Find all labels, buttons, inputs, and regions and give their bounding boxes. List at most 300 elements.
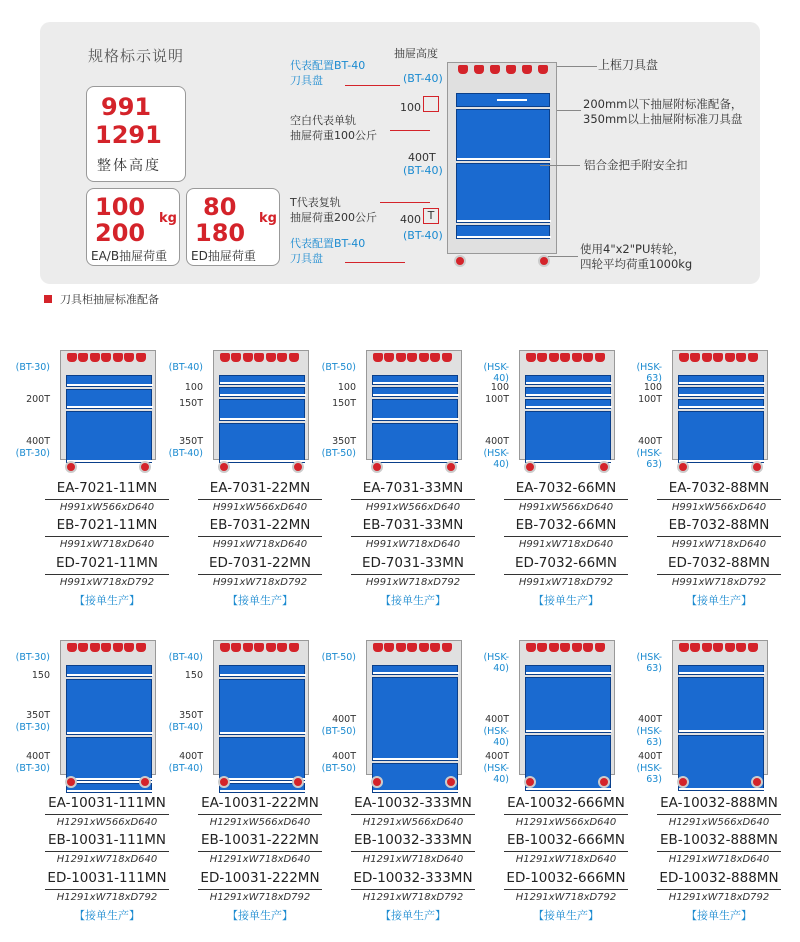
cabinet-drawer-label: 100 <box>337 382 356 393</box>
cabinet-bottom-tray-label: (BT-40) <box>168 763 203 774</box>
divider <box>45 574 169 575</box>
drawer <box>678 387 764 397</box>
label-single-rail: 空白代表单轨 抽屉荷重100公斤 <box>290 114 377 142</box>
label-bottom-tray: 代表配置BT-40 刀具盘 <box>290 237 366 265</box>
dimension-ea: H1291xW566xD640 <box>515 817 617 828</box>
drawer-handle <box>526 406 612 408</box>
cabinet-2 <box>366 350 462 460</box>
tool-holder-cup <box>254 643 264 652</box>
model-eb: EB-7032-88MN <box>668 517 770 533</box>
label-bt40-top: (BT-40) <box>403 72 443 85</box>
drawer <box>372 387 458 397</box>
drawer-handle <box>373 672 459 674</box>
drawer <box>66 389 152 409</box>
divider <box>45 536 169 537</box>
height-991: 991 <box>101 93 152 121</box>
tool-holder-cup <box>289 643 299 652</box>
dimension-eb: H1291xW718xD640 <box>668 854 770 865</box>
cabinet-4 <box>672 640 768 775</box>
leader-top <box>345 85 400 86</box>
drawer <box>678 677 764 733</box>
tool-holder-cup <box>748 643 758 652</box>
label-400-bottom: 400 <box>400 213 421 226</box>
drawer-handle <box>526 394 612 396</box>
load-eab-100: 100 <box>95 193 146 221</box>
cabinet-drawer-label: 350T <box>179 710 203 721</box>
cabinet-drawer-label: 100T <box>485 394 509 405</box>
cabinet-drawer-label: (HSK-40) <box>483 726 509 748</box>
tool-holder-cup <box>430 643 440 652</box>
tool-holder-cup <box>220 353 230 362</box>
divider <box>351 814 475 815</box>
drawer <box>66 411 152 463</box>
caster-wheel <box>218 776 230 788</box>
divider <box>657 536 781 537</box>
drawer <box>678 399 764 409</box>
drawer <box>372 677 458 761</box>
dimension-ea: H1291xW566xD640 <box>362 817 464 828</box>
tool-holder-cup <box>124 353 134 362</box>
leader-handle <box>540 165 580 166</box>
drawer <box>66 679 152 735</box>
cabinet-drawer-label: (BT-50) <box>321 726 356 737</box>
tool-holder-cup <box>266 643 276 652</box>
cabinet-bottom-label: 400T <box>485 436 509 447</box>
tool-holder-cup <box>231 643 241 652</box>
model-ed: ED-7032-66MN <box>515 555 617 571</box>
cabinet-bottom-label: 350T <box>179 436 203 447</box>
made-to-order-label: 【接单生产】 <box>74 909 140 922</box>
drawer-handle <box>220 790 306 792</box>
tool-holder-cup <box>101 643 111 652</box>
drawer <box>525 399 611 409</box>
tool-holder-cup <box>220 643 230 652</box>
model-ea: EA-10032-666MN <box>507 795 625 811</box>
divider <box>504 814 628 815</box>
tool-holder-cup <box>78 643 88 652</box>
cabinet-drawer-label: 100T <box>638 394 662 405</box>
cabinet-bottom-label: 400T <box>485 751 509 762</box>
tool-holder-cup <box>725 643 735 652</box>
dimension-eb: H991xW718xD640 <box>671 539 767 550</box>
cabinet-top-tray-label: (BT-40) <box>168 652 203 663</box>
section-caption: 刀具柜抽屉标准配备 <box>60 293 159 306</box>
tool-holder-cup <box>373 353 383 362</box>
model-eb: EB-7031-33MN <box>362 517 464 533</box>
drawer <box>678 375 764 385</box>
caster-wheel <box>139 461 151 473</box>
drawer-handle <box>67 384 153 386</box>
tool-holder-cup <box>583 643 593 652</box>
dimension-ea: H991xW566xD640 <box>212 502 308 513</box>
model-ea: EA-7032-88MN <box>668 480 770 496</box>
made-to-order-label: 【接单生产】 <box>74 594 140 607</box>
caster-wheel <box>524 461 536 473</box>
tool-holder-cup <box>101 353 111 362</box>
model-eb: EB-10032-666MN <box>507 832 625 848</box>
drawer-handle <box>373 418 459 420</box>
load-box-ed <box>186 188 280 266</box>
cabinet-drawer-label: (BT-40) <box>168 722 203 733</box>
cabinet-bottom-label: 400T <box>26 751 50 762</box>
cabinet-1 <box>213 350 309 460</box>
tool-holder-cup <box>526 643 536 652</box>
drawer <box>525 677 611 733</box>
dimension-ed: H991xW718xD792 <box>365 577 461 588</box>
height-box <box>86 86 186 182</box>
drawer-handle <box>67 674 153 676</box>
tool-holder-cup <box>725 353 735 362</box>
drawer <box>525 411 611 463</box>
dimension-eb: H1291xW718xD640 <box>362 854 464 865</box>
drawer-handle <box>220 732 306 734</box>
height-caption: 整体高度 <box>97 158 161 174</box>
caster-wheel <box>371 461 383 473</box>
made-to-order-label: 【接单生产】 <box>227 909 293 922</box>
model-eb: EB-10031-222MN <box>201 832 319 848</box>
divider <box>504 574 628 575</box>
dimension-ea: H1291xW566xD640 <box>56 817 158 828</box>
tool-holder-cup <box>690 353 700 362</box>
drawer-handle <box>679 394 765 396</box>
made-to-order-label: 【接单生产】 <box>380 909 446 922</box>
dimension-eb: H1291xW718xD640 <box>209 854 311 865</box>
divider <box>198 499 322 500</box>
model-ea: EA-7021-11MN <box>56 480 158 496</box>
tool-holder-cup <box>560 353 570 362</box>
caster-wheel <box>677 461 689 473</box>
cabinet-3 <box>519 640 615 775</box>
caster-wheel <box>445 461 457 473</box>
dimension-ed: H1291xW718xD792 <box>209 892 311 903</box>
legend-title: 规格标示说明 <box>88 47 185 65</box>
divider <box>657 574 781 575</box>
drawer <box>678 411 764 463</box>
load-eab-caption: EA/B抽屉荷重 <box>91 249 168 263</box>
dimension-ed: H991xW718xD792 <box>212 577 308 588</box>
tool-holder-cup <box>595 353 605 362</box>
tool-holder-cup <box>748 353 758 362</box>
drawer <box>219 387 305 397</box>
divider <box>198 536 322 537</box>
model-ed: ED-10032-666MN <box>506 870 626 886</box>
dimension-ed: H991xW718xD792 <box>671 577 767 588</box>
caster-wheel <box>371 776 383 788</box>
height-1291: 1291 <box>95 121 162 149</box>
divider <box>657 851 781 852</box>
tool-holder-cup <box>702 643 712 652</box>
cabinet-drawer-label: 150 <box>31 670 50 681</box>
tool-holder-cup <box>572 353 582 362</box>
drawer-handle <box>679 672 765 674</box>
tool-holder-cup <box>702 353 712 362</box>
cabinet-bottom-tray-label: (BT-50) <box>321 763 356 774</box>
tool-holder-cup <box>113 643 123 652</box>
label-top-tray: 代表配置BT-40 刀具盘 <box>290 59 366 87</box>
dimension-eb: H991xW718xD640 <box>59 539 155 550</box>
label-100: 100 <box>400 101 421 114</box>
cabinet-1 <box>213 640 309 775</box>
tool-holder-cup <box>690 643 700 652</box>
tool-holder-cup <box>549 643 559 652</box>
cabinet-drawer-label: 150T <box>179 398 203 409</box>
dimension-ea: H991xW566xD640 <box>671 502 767 513</box>
drawer <box>66 737 152 781</box>
model-ed: ED-7031-22MN <box>209 555 311 571</box>
divider <box>657 889 781 890</box>
tool-holder-cup <box>373 643 383 652</box>
box-100 <box>423 96 439 112</box>
divider <box>351 851 475 852</box>
dimension-ea: H1291xW566xD640 <box>209 817 311 828</box>
model-ea: EA-10031-222MN <box>201 795 319 811</box>
caster-wheel <box>445 776 457 788</box>
cabinet-2 <box>366 640 462 775</box>
load-ed-caption: ED抽屉荷重 <box>191 249 256 263</box>
tool-holder-cup <box>277 353 287 362</box>
divider <box>198 851 322 852</box>
cabinet-3 <box>519 350 615 460</box>
cabinet-bottom-tray-label: (BT-40) <box>168 448 203 459</box>
cabinet-4 <box>672 350 768 460</box>
tool-holder-cup <box>67 643 77 652</box>
drawer <box>219 399 305 421</box>
tool-holder-cup <box>583 353 593 362</box>
leader-bottom <box>345 262 405 263</box>
tool-holder-cup <box>736 643 746 652</box>
cabinet-drawer-label: 150T <box>332 398 356 409</box>
drawer-handle <box>67 406 153 408</box>
tool-holder-cup <box>595 643 605 652</box>
cabinet-top-tray-label: (HSK-63) <box>636 652 662 674</box>
model-ea: EA-7031-22MN <box>209 480 311 496</box>
tool-holder-cup <box>736 353 746 362</box>
load-ed-unit: kg <box>259 211 277 226</box>
tool-holder-cup <box>243 643 253 652</box>
drawer-handle <box>679 406 765 408</box>
cabinet-drawer-label: (HSK-63) <box>636 726 662 748</box>
drawer <box>372 375 458 385</box>
drawer <box>219 375 305 385</box>
divider <box>45 814 169 815</box>
divider <box>657 814 781 815</box>
drawer <box>678 665 764 675</box>
label-double-rail: T代表复轨 抽屉荷重200公斤 <box>290 196 377 224</box>
caster-wheel <box>292 776 304 788</box>
cabinet-bottom-tray-label: (HSK-63) <box>636 448 662 470</box>
made-to-order-label: 【接单生产】 <box>380 594 446 607</box>
dimension-ed: H991xW718xD792 <box>518 577 614 588</box>
cabinet-drawer-label: 350T <box>26 710 50 721</box>
tool-holder-cup <box>289 353 299 362</box>
box-t: T <box>423 208 439 224</box>
tool-holder-cup <box>442 643 452 652</box>
drawer-handle <box>526 788 612 790</box>
cabinet-top-tray-label: (HSK-63) <box>636 362 662 384</box>
dimension-ed: H1291xW718xD792 <box>515 892 617 903</box>
leader-wheels <box>548 256 578 257</box>
dimension-ea: H991xW566xD640 <box>59 502 155 513</box>
divider <box>504 536 628 537</box>
divider <box>198 889 322 890</box>
load-eab-unit: kg <box>159 211 177 226</box>
drawer <box>219 665 305 677</box>
tool-holder-cup <box>419 353 429 362</box>
label-drawer-height: 抽屉高度 <box>394 47 438 60</box>
tool-holder-cup <box>430 353 440 362</box>
tool-holder-cup <box>396 353 406 362</box>
model-eb: EB-10032-333MN <box>354 832 472 848</box>
model-ed: ED-7032-88MN <box>668 555 770 571</box>
cabinet-bottom-tray-label: (HSK-40) <box>483 763 509 785</box>
drawer <box>525 387 611 397</box>
tool-holder-cup <box>537 643 547 652</box>
tool-holder-cup <box>407 353 417 362</box>
cabinet-0 <box>60 350 156 460</box>
tool-holder-cup <box>67 353 77 362</box>
drawer-handle <box>526 672 612 674</box>
drawer <box>66 665 152 677</box>
caster-wheel <box>751 776 763 788</box>
leader-double <box>380 202 430 203</box>
drawer-handle <box>526 730 612 732</box>
made-to-order-label: 【接单生产】 <box>533 594 599 607</box>
tool-holder-cup <box>549 353 559 362</box>
leader-upper-tray <box>557 66 597 67</box>
caster-wheel <box>598 776 610 788</box>
cabinet-drawer-label: 150 <box>184 670 203 681</box>
label-bt40-bottom: (BT-40) <box>403 229 443 242</box>
divider <box>351 536 475 537</box>
cabinet-drawer-label: 400T <box>638 714 662 725</box>
leader-single <box>390 130 430 131</box>
tool-holder-cup <box>243 353 253 362</box>
model-ed: ED-7031-33MN <box>362 555 464 571</box>
cabinet-bottom-label: 350T <box>332 436 356 447</box>
load-ed-180: 180 <box>195 219 246 247</box>
tool-holder-cup <box>526 353 536 362</box>
load-box-eab <box>86 188 180 266</box>
tool-holder-cup <box>560 643 570 652</box>
drawer-handle <box>679 382 765 384</box>
model-ed: ED-10032-888MN <box>659 870 779 886</box>
drawer-handle <box>67 790 153 792</box>
divider <box>351 499 475 500</box>
tool-holder-cup <box>113 353 123 362</box>
model-ed: ED-10031-111MN <box>47 870 167 886</box>
drawer <box>219 679 305 735</box>
cabinet-bottom-label: 400T <box>26 436 50 447</box>
tool-holder-cup <box>713 643 723 652</box>
load-eab-200: 200 <box>95 219 146 247</box>
cabinet-top-tray-label: (BT-40) <box>168 362 203 373</box>
tool-holder-cup <box>679 643 689 652</box>
dimension-eb: H1291xW718xD640 <box>56 854 158 865</box>
cabinet-drawer-label: 100 <box>184 382 203 393</box>
divider <box>504 889 628 890</box>
dimension-eb: H991xW718xD640 <box>365 539 461 550</box>
label-400t: 400T <box>408 151 436 164</box>
tool-holder-cup <box>78 353 88 362</box>
cabinet-top-tray-label: (BT-50) <box>321 362 356 373</box>
divider <box>198 574 322 575</box>
caster-wheel <box>139 776 151 788</box>
model-ed: ED-10032-333MN <box>353 870 473 886</box>
drawer-handle <box>679 730 765 732</box>
made-to-order-label: 【接单生产】 <box>533 909 599 922</box>
cabinet-top-tray-label: (HSK-40) <box>483 652 509 674</box>
caption-marker <box>44 295 52 303</box>
dimension-eb: H991xW718xD640 <box>212 539 308 550</box>
drawer-handle <box>373 790 459 792</box>
drawer <box>219 737 305 781</box>
cabinet-bottom-tray-label: (BT-30) <box>15 448 50 459</box>
dimension-ed: H1291xW718xD792 <box>362 892 464 903</box>
cabinet-top-tray-label: (BT-50) <box>321 652 356 663</box>
model-eb: EB-7021-11MN <box>56 517 158 533</box>
drawer-handle <box>373 394 459 396</box>
model-ea: EA-10032-888MN <box>660 795 778 811</box>
drawer-handle <box>679 788 765 790</box>
divider <box>45 889 169 890</box>
model-ed: ED-10031-222MN <box>200 870 320 886</box>
cabinet-bottom-tray-label: (HSK-40) <box>483 448 509 470</box>
cabinet-bottom-tray-label: (BT-50) <box>321 448 356 459</box>
label-handle: 铝合金把手附安全扣 <box>584 158 688 172</box>
dimension-eb: H991xW718xD640 <box>518 539 614 550</box>
drawer <box>66 375 152 387</box>
dimension-ed: H1291xW718xD792 <box>668 892 770 903</box>
tool-holder-cup <box>572 643 582 652</box>
model-eb: EB-10032-888MN <box>660 832 778 848</box>
dimension-eb: H1291xW718xD640 <box>515 854 617 865</box>
tool-holder-cup <box>713 353 723 362</box>
caster-wheel <box>524 776 536 788</box>
cabinet-bottom-label: 400T <box>179 751 203 762</box>
model-ea: EA-7032-66MN <box>515 480 617 496</box>
cabinet-drawer-label: 100 <box>490 382 509 393</box>
legend-cabinet <box>447 62 557 254</box>
tool-holder-cup <box>419 643 429 652</box>
tool-holder-cup <box>442 353 452 362</box>
drawer <box>372 665 458 675</box>
made-to-order-label: 【接单生产】 <box>686 909 752 922</box>
tool-holder-cup <box>407 643 417 652</box>
dimension-ea: H991xW566xD640 <box>518 502 614 513</box>
tool-holder-cup <box>537 353 547 362</box>
tool-holder-cup <box>679 353 689 362</box>
dimension-ed: H991xW718xD792 <box>59 577 155 588</box>
drawer-handle <box>67 732 153 734</box>
cabinet-bottom-label: 400T <box>638 751 662 762</box>
divider <box>657 499 781 500</box>
caster-wheel <box>751 461 763 473</box>
tool-holder-cup <box>90 643 100 652</box>
divider <box>45 851 169 852</box>
cabinet-top-tray-label: (BT-30) <box>15 362 50 373</box>
tool-holder-cup <box>136 643 146 652</box>
tool-holder-cup <box>266 353 276 362</box>
tool-holder-cup <box>254 353 264 362</box>
drawer <box>372 423 458 463</box>
divider <box>351 574 475 575</box>
caster-wheel <box>598 461 610 473</box>
leader-drawer-note <box>557 110 581 111</box>
cabinet-drawer-label: 400T <box>332 714 356 725</box>
drawer <box>372 399 458 421</box>
model-ea: EA-7031-33MN <box>362 480 464 496</box>
tool-holder-cup <box>231 353 241 362</box>
